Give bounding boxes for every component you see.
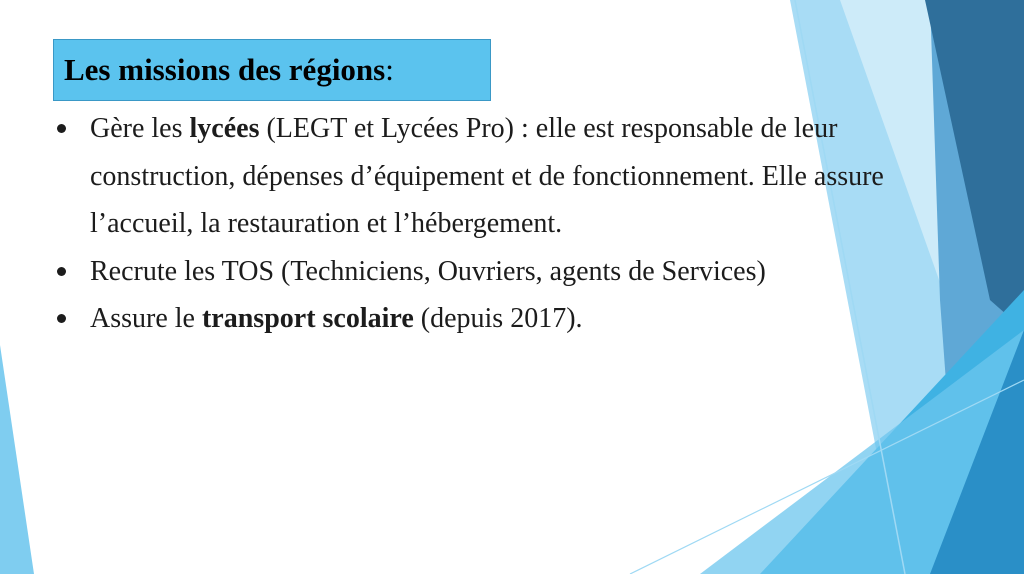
bullet-item (90, 248, 960, 296)
bullet-text: Assure le (90, 303, 202, 334)
bullet-item (90, 105, 960, 248)
bullet-text: (LEGT et Lycées Pro) : elle est responsable de leur construction, dépenses d’équipement et de fonctionnement. Elle assure l’accueil, la restauration et l’hébergement. (90, 113, 884, 239)
bullet-list (90, 105, 960, 343)
bullet-dot-icon (57, 124, 66, 133)
bullet-text: (depuis 2017). (413, 303, 583, 334)
slide-title-text: Les missions des régions (64, 52, 386, 87)
bullet-bold-text: lycées (189, 113, 260, 144)
bullet-item (90, 295, 960, 343)
slide-title-colon: : (385, 52, 394, 87)
bullet-bold-text: transport scolaire (201, 303, 414, 334)
bullet-dot-icon (57, 314, 66, 323)
bullet-text: Gère les (90, 113, 190, 144)
slide-title (53, 39, 491, 101)
bullet-text: Recrute les TOS (Techniciens, Ouvriers, agents de Services) (90, 255, 766, 287)
left-accent-shape (0, 345, 34, 574)
bullet-dot-icon (57, 267, 66, 276)
